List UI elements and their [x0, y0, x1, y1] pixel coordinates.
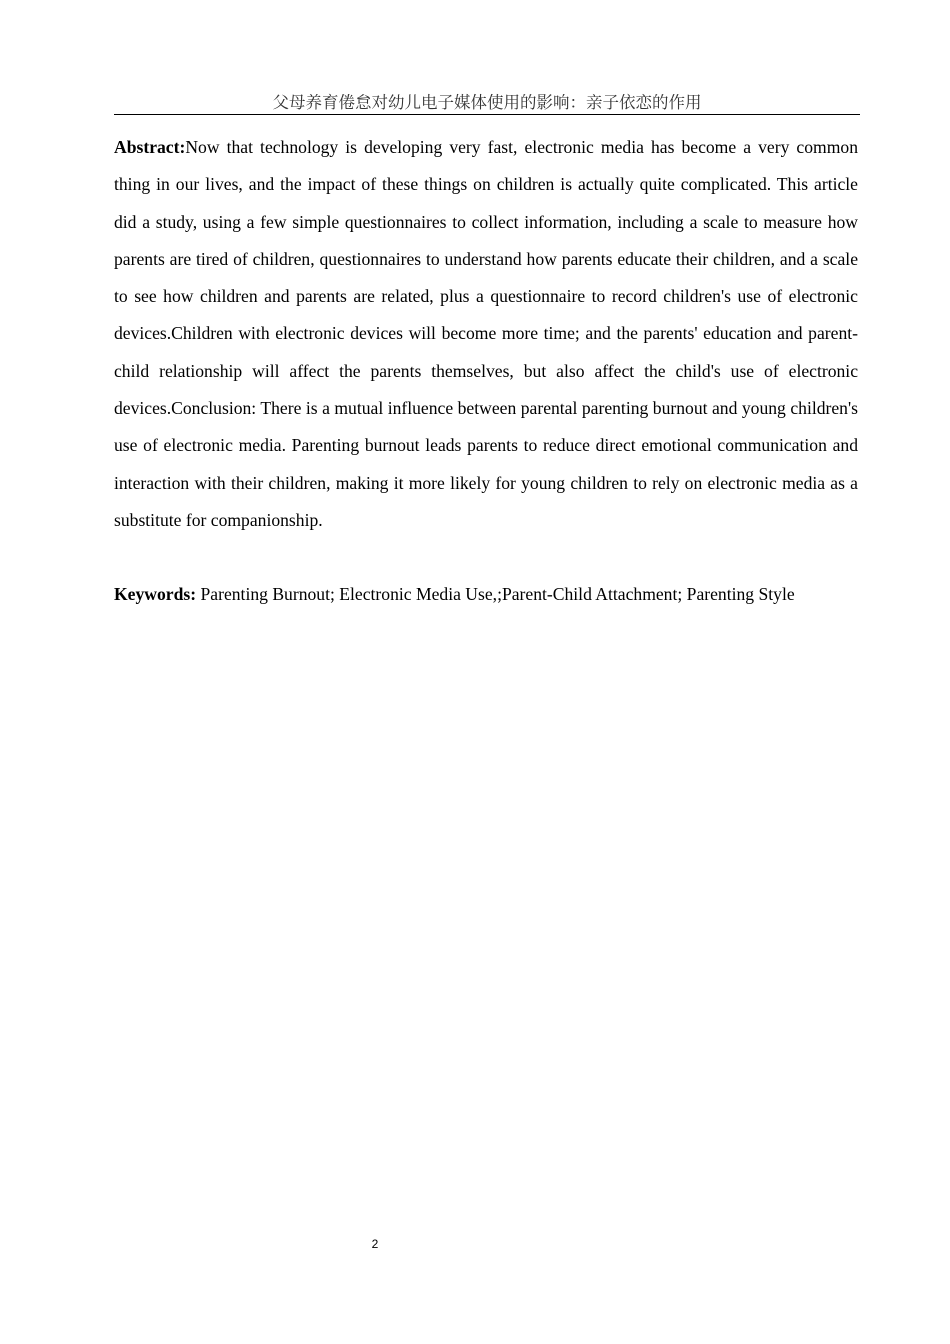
- keywords-label: Keywords:: [114, 584, 197, 604]
- page-number: 2: [371, 1237, 379, 1251]
- running-header-title: 父母养育倦怠对幼儿电子媒体使用的影响：亲子依恋的作用: [272, 93, 702, 112]
- abstract-text: Now that technology is developing very fast, electronic media has become a very common thing in our lives, and the impact of these things on children is actually quite complicated. This article did a study, using a few simple questionnaires to collect information, including a scale to measure how parents are tired of children, questionnaires to understand how parents educate their children, and a scale to see how children and parents are related, plus a questionnaire to record children's use of electronic devices.Children with electronic devices will become more time; and the parents' education and parent-child relationship will affect the parents themselves, but also affect the child's use of electronic devices.Conclusion: There is a mutual influence between parental parenting burnout and young children's use of electronic media. Parenting burnout leads parents to reduce direct emotional communication and interaction with their children, making it more likely for young children to rely on electronic media as a substitute for companionship.: [114, 137, 858, 530]
- running-header: [114, 92, 860, 115]
- keywords-text: Parenting Burnout; Electronic Media Use,;Parent-Child Attachment; Parenting Style: [196, 584, 795, 604]
- abstract-label: Abstract:: [114, 137, 186, 157]
- abstract-paragraph: [114, 129, 858, 539]
- keywords-paragraph: [114, 577, 874, 611]
